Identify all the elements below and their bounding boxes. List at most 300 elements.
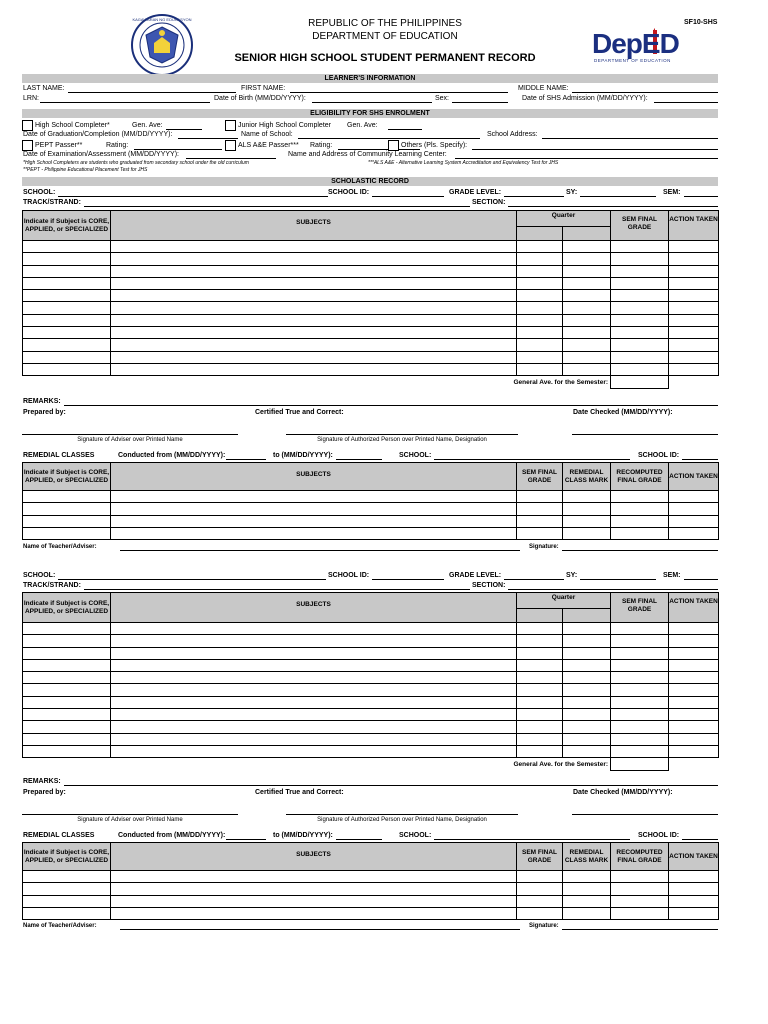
grade-cell[interactable]	[111, 745, 517, 757]
form-code: SF10-SHS	[684, 19, 718, 26]
seal-ring-text: KAGAWARAN NG EDUKASYON	[132, 17, 192, 22]
grade-cell[interactable]	[111, 883, 517, 895]
sem1-date-checked-label: Date Checked (MM/DD/YYYY):	[573, 409, 673, 416]
grade-cell[interactable]	[669, 314, 719, 326]
grade-cell[interactable]	[23, 745, 111, 757]
sem2-sy-field[interactable]	[580, 579, 656, 580]
rem1-title: REMEDIAL CLASSES	[23, 452, 95, 459]
grade-cell[interactable]	[669, 515, 719, 527]
grade-cell[interactable]	[669, 527, 719, 539]
grade-cell[interactable]	[669, 339, 719, 351]
table-row	[23, 314, 719, 326]
grade-cell[interactable]	[563, 253, 611, 265]
grade-cell[interactable]	[669, 733, 719, 745]
grade-cell[interactable]	[23, 491, 111, 503]
jhs-completer-checkbox[interactable]	[225, 120, 236, 131]
grade-cell[interactable]	[23, 623, 111, 635]
grade-cell[interactable]	[517, 709, 563, 721]
grade-cell[interactable]	[611, 635, 669, 647]
page-title: SENIOR HIGH SCHOOL STUDENT PERMANENT RECORD	[234, 52, 536, 64]
grade-cell[interactable]	[517, 696, 563, 708]
grade-cell[interactable]	[563, 733, 611, 745]
sem2-col-quarter-header: Quarter	[517, 593, 611, 609]
grade-cell[interactable]	[111, 302, 517, 314]
grade-cell[interactable]	[669, 503, 719, 515]
jhs-gen-ave-field[interactable]	[388, 129, 422, 130]
grade-cell[interactable]	[563, 515, 611, 527]
table-row	[23, 241, 719, 253]
quarter-1-header	[517, 227, 563, 241]
grade-cell[interactable]	[517, 721, 563, 733]
col-quarter-header: Quarter	[517, 211, 611, 227]
last-name-label: LAST NAME:	[23, 85, 65, 92]
first-name-label: FIRST NAME:	[241, 85, 286, 92]
sem2-grade-level-field[interactable]	[504, 579, 564, 580]
sem2-track-field[interactable]	[84, 589, 470, 590]
grade-cell[interactable]	[611, 277, 669, 289]
grade-cell[interactable]	[517, 871, 563, 883]
sem1-remarks-label: REMARKS:	[23, 398, 61, 405]
sem2-authorized-sig-field[interactable]	[286, 814, 518, 815]
lrn-field[interactable]	[40, 102, 210, 103]
grade-cell[interactable]	[111, 515, 517, 527]
grade-cell[interactable]	[669, 745, 719, 757]
grade-cell[interactable]	[517, 515, 563, 527]
deped-logo-text: DepED	[592, 28, 679, 59]
grade-cell[interactable]	[23, 363, 111, 375]
grade-cell[interactable]	[563, 290, 611, 302]
grade-cell[interactable]	[669, 659, 719, 671]
grade-cell[interactable]	[669, 623, 719, 635]
grade-cell[interactable]	[111, 659, 517, 671]
grade-cell[interactable]	[563, 527, 611, 539]
grade-cell[interactable]	[563, 363, 611, 375]
grade-cell[interactable]	[563, 672, 611, 684]
sem1-section-field[interactable]	[508, 206, 718, 207]
rem2-conducted-label: Conducted from (MM/DD/YYYY):	[118, 832, 226, 839]
grade-cell[interactable]	[111, 672, 517, 684]
grade-cell[interactable]	[23, 351, 111, 363]
grade-cell[interactable]	[563, 503, 611, 515]
grade-cell[interactable]	[563, 635, 611, 647]
grade-cell[interactable]	[23, 696, 111, 708]
grade-cell[interactable]	[111, 327, 517, 339]
grade-cell[interactable]	[111, 363, 517, 375]
grade-cell[interactable]	[517, 290, 563, 302]
grade-cell[interactable]	[669, 672, 719, 684]
grade-cell[interactable]	[517, 672, 563, 684]
rem1-signature-field[interactable]	[562, 550, 718, 551]
grade-cell[interactable]	[611, 883, 669, 895]
grade-cell[interactable]	[517, 327, 563, 339]
middle-name-field[interactable]	[572, 92, 718, 93]
grade-cell[interactable]	[563, 314, 611, 326]
grade-cell[interactable]	[669, 895, 719, 907]
grade-cell[interactable]	[563, 623, 611, 635]
grade-cell[interactable]	[23, 721, 111, 733]
grade-cell[interactable]	[111, 696, 517, 708]
grade-cell[interactable]	[669, 907, 719, 919]
grade-cell[interactable]	[517, 302, 563, 314]
sem2-remarks-field[interactable]	[64, 785, 718, 786]
grade-cell[interactable]	[563, 659, 611, 671]
grade-cell[interactable]	[611, 745, 669, 757]
sem2-section-field[interactable]	[508, 589, 718, 590]
grade-cell[interactable]	[669, 363, 719, 375]
grade-cell[interactable]	[111, 527, 517, 539]
grade-cell[interactable]	[23, 895, 111, 907]
rem2-school-label: SCHOOL:	[399, 832, 432, 839]
republic-heading: REPUBLIC OF THE PHILIPPINES	[308, 18, 462, 29]
sem2-adviser-sig-caption: Signature of Adviser over Printed Name	[77, 817, 183, 823]
grade-cell[interactable]	[611, 241, 669, 253]
grade-cell[interactable]	[611, 733, 669, 745]
grade-cell[interactable]	[563, 684, 611, 696]
grade-cell[interactable]	[669, 491, 719, 503]
grade-cell[interactable]	[517, 907, 563, 919]
grade-cell[interactable]	[669, 327, 719, 339]
grade-cell[interactable]	[611, 314, 669, 326]
table-row	[23, 721, 719, 733]
sem2-sem-label: SEM:	[663, 572, 681, 579]
grade-cell[interactable]	[517, 733, 563, 745]
sem1-sem-field[interactable]	[684, 196, 718, 197]
sem2-col-action-header: ACTION TAKEN	[669, 593, 719, 623]
grade-cell[interactable]	[23, 339, 111, 351]
sem2-grades-table	[22, 592, 719, 771]
grade-cell[interactable]	[23, 672, 111, 684]
grade-cell[interactable]	[517, 745, 563, 757]
rem1-col-sem-final: SEM FINAL GRADE	[517, 463, 563, 491]
rem1-school-id-field[interactable]	[682, 459, 718, 460]
table-row	[23, 503, 719, 515]
rem2-teacher-field[interactable]	[120, 929, 520, 930]
sem1-grade-level-field[interactable]	[504, 196, 564, 197]
grade-cell[interactable]	[611, 339, 669, 351]
grade-cell[interactable]	[111, 907, 517, 919]
grade-cell[interactable]	[111, 623, 517, 635]
grade-cell[interactable]	[611, 907, 669, 919]
grade-cell[interactable]	[517, 339, 563, 351]
rem1-col-subjects: SUBJECTS	[111, 463, 517, 491]
grade-cell[interactable]	[517, 265, 563, 277]
grade-cell[interactable]	[563, 709, 611, 721]
grade-cell[interactable]	[669, 241, 719, 253]
sem1-adviser-sig-field[interactable]	[22, 434, 238, 435]
deped-seal-icon	[130, 13, 194, 77]
grade-cell[interactable]	[611, 351, 669, 363]
grade-cell[interactable]	[611, 623, 669, 635]
sem2-school-label: SCHOOL:	[23, 572, 56, 579]
als-rating-label: Rating:	[310, 142, 333, 149]
grade-cell[interactable]	[611, 684, 669, 696]
grade-cell[interactable]	[611, 302, 669, 314]
grade-cell[interactable]	[563, 339, 611, 351]
rem1-school-field[interactable]	[434, 459, 630, 460]
grade-cell[interactable]	[611, 515, 669, 527]
grade-cell[interactable]	[111, 895, 517, 907]
table-row	[23, 684, 719, 696]
grade-cell[interactable]	[563, 265, 611, 277]
grade-cell[interactable]	[517, 351, 563, 363]
grade-cell[interactable]	[669, 253, 719, 265]
grade-cell[interactable]	[23, 290, 111, 302]
grade-cell[interactable]	[111, 733, 517, 745]
grade-cell[interactable]	[669, 277, 719, 289]
grade-cell[interactable]	[517, 623, 563, 635]
grade-cell[interactable]	[517, 895, 563, 907]
grade-cell[interactable]	[611, 895, 669, 907]
grade-cell[interactable]	[111, 351, 517, 363]
grade-cell[interactable]	[669, 647, 719, 659]
grade-cell[interactable]	[611, 871, 669, 883]
grade-cell[interactable]	[517, 684, 563, 696]
grade-cell[interactable]	[23, 907, 111, 919]
grade-cell[interactable]	[611, 672, 669, 684]
sem2-col-indicate-header: Indicate if Subject is CORE, APPLIED, or SPECIALIZED	[23, 593, 111, 623]
jhs-completer-label: Junior High School Completer	[238, 122, 331, 129]
sem2-gen-ave-blank	[669, 758, 719, 770]
grade-cell[interactable]	[111, 647, 517, 659]
rem2-school-id-label: SCHOOL ID:	[638, 832, 680, 839]
footnote-hs: *High School Completers are students who graduated from secondary school under the old curriculum	[23, 160, 249, 166]
rem2-school-id-field[interactable]	[682, 839, 718, 840]
grade-cell[interactable]	[611, 363, 669, 375]
first-name-field[interactable]	[290, 92, 508, 93]
sem2-sem-field[interactable]	[684, 579, 718, 580]
grade-cell[interactable]	[23, 241, 111, 253]
grade-cell[interactable]	[563, 302, 611, 314]
grade-cell[interactable]	[611, 527, 669, 539]
last-name-field[interactable]	[68, 92, 236, 93]
grade-cell[interactable]	[563, 871, 611, 883]
school-name-field[interactable]	[298, 138, 480, 139]
grade-cell[interactable]	[563, 721, 611, 733]
grade-cell[interactable]	[611, 721, 669, 733]
grade-cell[interactable]	[111, 709, 517, 721]
sem1-gen-ave-label: General Ave. for the Semester:	[23, 376, 611, 388]
sem1-gen-ave-cell[interactable]	[611, 376, 669, 388]
grade-cell[interactable]	[563, 696, 611, 708]
sem2-adviser-sig-field[interactable]	[22, 814, 238, 815]
dob-field[interactable]	[312, 102, 432, 103]
clc-label: Name and Address of Community Learning Center:	[288, 151, 447, 158]
rem1-teacher-field[interactable]	[120, 550, 520, 551]
table-row	[23, 733, 719, 745]
grade-cell[interactable]	[517, 253, 563, 265]
grad-date-field[interactable]	[178, 138, 238, 139]
sem2-col-sem-final-header: SEM FINAL GRADE	[611, 593, 669, 623]
grade-cell[interactable]	[111, 241, 517, 253]
grade-cell[interactable]	[669, 265, 719, 277]
grade-cell[interactable]	[669, 351, 719, 363]
deped-logo-subtext: DEPARTMENT OF EDUCATION	[594, 58, 671, 63]
sem2-gen-ave-cell[interactable]	[611, 758, 669, 770]
grade-cell[interactable]	[517, 277, 563, 289]
grade-cell[interactable]	[669, 883, 719, 895]
grade-cell[interactable]	[111, 253, 517, 265]
exam-date-label: Date of Examination/Assessment (MM/DD/YYYY):	[23, 151, 179, 158]
grade-cell[interactable]	[111, 871, 517, 883]
grade-cell[interactable]	[517, 491, 563, 503]
sem1-authorized-sig-field[interactable]	[286, 434, 518, 435]
grade-cell[interactable]	[111, 277, 517, 289]
sem1-school-id-field[interactable]	[372, 196, 444, 197]
grade-cell[interactable]	[669, 684, 719, 696]
grade-cell[interactable]	[611, 253, 669, 265]
sem2-col-subjects-header: SUBJECTS	[111, 593, 517, 623]
grade-cell[interactable]	[111, 721, 517, 733]
grade-cell[interactable]	[23, 277, 111, 289]
grade-cell[interactable]	[23, 659, 111, 671]
grade-cell[interactable]	[23, 635, 111, 647]
sem1-gen-ave-blank	[669, 376, 719, 388]
grade-cell[interactable]	[23, 871, 111, 883]
exam-date-field[interactable]	[186, 158, 276, 159]
grade-cell[interactable]	[111, 635, 517, 647]
rem2-col-action: ACTION TAKEN	[669, 843, 719, 871]
rem2-to-field[interactable]	[336, 839, 382, 840]
grade-cell[interactable]	[111, 265, 517, 277]
grade-cell[interactable]	[23, 515, 111, 527]
grade-cell[interactable]	[23, 709, 111, 721]
grade-cell[interactable]	[111, 290, 517, 302]
grade-cell[interactable]	[611, 290, 669, 302]
sem2-school-id-field[interactable]	[372, 579, 444, 580]
grade-cell[interactable]	[563, 351, 611, 363]
grad-date-label: Date of Graduation/Completion (MM/DD/YYYY):	[23, 131, 173, 138]
rem1-school-id-label: SCHOOL ID:	[638, 452, 680, 459]
grade-cell[interactable]	[517, 527, 563, 539]
sem2-track-label: TRACK/STRAND:	[23, 582, 81, 589]
rem2-signature-field[interactable]	[562, 929, 718, 930]
grade-cell[interactable]	[23, 302, 111, 314]
grade-cell[interactable]	[111, 491, 517, 503]
sem2-school-field[interactable]	[58, 579, 326, 580]
grade-cell[interactable]	[611, 696, 669, 708]
grade-cell[interactable]	[517, 647, 563, 659]
grade-cell[interactable]	[563, 327, 611, 339]
grade-cell[interactable]	[517, 314, 563, 326]
admission-field[interactable]	[654, 102, 718, 103]
grade-cell[interactable]	[669, 709, 719, 721]
school-address-field[interactable]	[542, 138, 718, 139]
als-checkbox[interactable]	[225, 140, 236, 151]
grade-cell[interactable]	[111, 314, 517, 326]
sem1-school-field[interactable]	[58, 196, 328, 197]
grade-cell[interactable]	[563, 647, 611, 659]
table-row	[23, 659, 719, 671]
sem1-date-checked-field[interactable]	[572, 434, 718, 435]
grade-cell[interactable]	[23, 314, 111, 326]
sem1-track-field[interactable]	[84, 206, 470, 207]
sem2-quarter-2-header	[563, 609, 611, 623]
grade-cell[interactable]	[517, 241, 563, 253]
grade-cell[interactable]	[563, 277, 611, 289]
grade-cell[interactable]	[517, 635, 563, 647]
grade-cell[interactable]	[23, 327, 111, 339]
grade-cell[interactable]	[611, 709, 669, 721]
sem1-school-label: SCHOOL:	[23, 189, 56, 196]
grade-cell[interactable]	[563, 907, 611, 919]
grade-cell[interactable]	[517, 363, 563, 375]
rem2-conducted-field[interactable]	[226, 839, 266, 840]
pept-rating-label: Rating:	[106, 142, 129, 149]
grade-cell[interactable]	[611, 491, 669, 503]
grade-cell[interactable]	[23, 503, 111, 515]
clc-field[interactable]	[455, 158, 718, 159]
grade-cell[interactable]	[111, 339, 517, 351]
grade-cell[interactable]	[669, 871, 719, 883]
rem1-conducted-field[interactable]	[226, 459, 266, 460]
grade-cell[interactable]	[611, 327, 669, 339]
sem1-sem-label: SEM:	[663, 189, 681, 196]
table-row	[23, 339, 719, 351]
table-row	[23, 265, 719, 277]
grade-cell[interactable]	[669, 696, 719, 708]
rem1-signature-label: Signature:	[529, 544, 559, 550]
grade-cell[interactable]	[517, 659, 563, 671]
footnote-als: ***ALS A&E - Alternative Learning System Accreditation and Equivalency Test for JHS	[368, 160, 559, 166]
sem2-school-id-label: SCHOOL ID:	[328, 572, 370, 579]
grade-cell[interactable]	[23, 883, 111, 895]
grade-cell[interactable]	[563, 241, 611, 253]
grade-cell[interactable]	[669, 302, 719, 314]
rem1-to-field[interactable]	[336, 459, 382, 460]
grade-cell[interactable]	[669, 635, 719, 647]
sem2-certified-label: Certified True and Correct:	[255, 789, 344, 796]
grade-cell[interactable]	[563, 895, 611, 907]
grade-cell[interactable]	[23, 253, 111, 265]
rem1-conducted-label: Conducted from (MM/DD/YYYY):	[118, 452, 226, 459]
grade-cell[interactable]	[563, 883, 611, 895]
grade-cell[interactable]	[563, 491, 611, 503]
grade-cell[interactable]	[517, 883, 563, 895]
sem1-remarks-field[interactable]	[64, 405, 718, 406]
grade-cell[interactable]	[563, 745, 611, 757]
grade-cell[interactable]	[23, 733, 111, 745]
grade-cell[interactable]	[611, 265, 669, 277]
rem1-col-remedial: REMEDIAL CLASS MARK	[563, 463, 611, 491]
grade-cell[interactable]	[611, 503, 669, 515]
grade-cell[interactable]	[611, 647, 669, 659]
table-row	[23, 527, 719, 539]
sem1-school-id-label: SCHOOL ID:	[328, 189, 370, 196]
table-row	[23, 883, 719, 895]
sex-field[interactable]	[452, 102, 508, 103]
grade-cell[interactable]	[111, 503, 517, 515]
rem2-school-field[interactable]	[434, 839, 630, 840]
col-sem-final-header: SEM FINAL GRADE	[611, 211, 669, 241]
grade-cell[interactable]	[669, 290, 719, 302]
sem2-authorized-sig-caption: Signature of Authorized Person over Printed Name, Designation	[317, 817, 487, 823]
sem1-track-label: TRACK/STRAND:	[23, 199, 81, 206]
grade-cell[interactable]	[111, 684, 517, 696]
grade-cell[interactable]	[669, 721, 719, 733]
grade-cell[interactable]	[517, 503, 563, 515]
rem2-signature-label: Signature:	[529, 923, 559, 929]
sem2-date-checked-field[interactable]	[572, 814, 718, 815]
others-field[interactable]	[472, 149, 718, 150]
grade-cell[interactable]	[23, 527, 111, 539]
table-row	[23, 696, 719, 708]
grade-cell[interactable]	[611, 659, 669, 671]
grade-cell[interactable]	[23, 684, 111, 696]
school-name-label: Name of School:	[241, 131, 293, 138]
sem1-sy-field[interactable]	[580, 196, 656, 197]
grade-cell[interactable]	[23, 647, 111, 659]
grade-cell[interactable]	[23, 265, 111, 277]
